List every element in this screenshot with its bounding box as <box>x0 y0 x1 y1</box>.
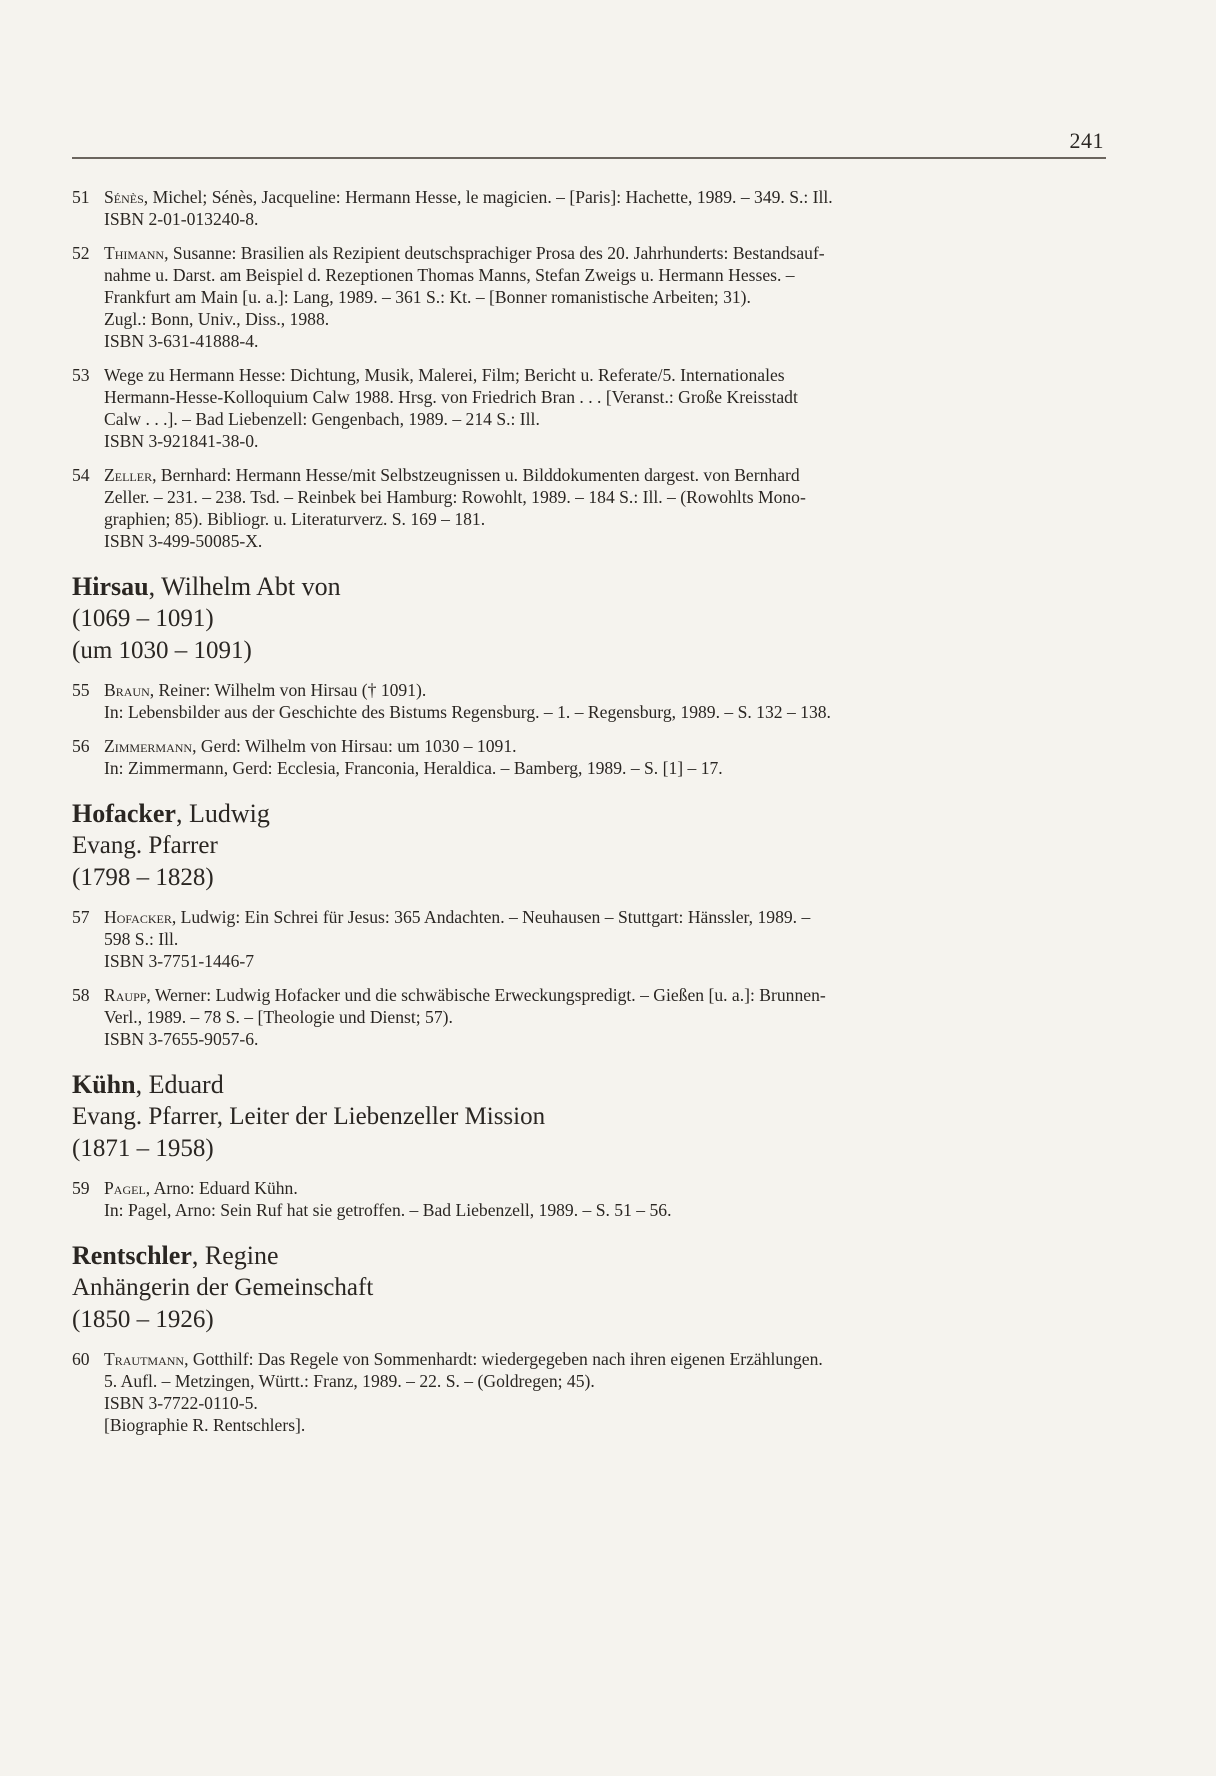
entry-line: ISBN 3-7751-1446-7 <box>104 951 255 971</box>
entry-author: Trautmann <box>104 1349 185 1369</box>
bibliography-entry <box>72 364 1106 452</box>
page-number: 241 <box>1069 128 1104 153</box>
entry-line: ISBN 3-921841-38-0. <box>104 431 259 451</box>
entry-line: Zeller, Bernhard: Hermann Hesse/mit Selbstzeugnissen u. Bilddokumenten dargest. von Bernhard <box>104 465 800 485</box>
entry-line: Hofacker, Ludwig: Ein Schrei für Jesus: 365 Andachten. – Neuhausen – Stuttgart: Hänssler, 1989. – <box>104 907 811 927</box>
person-surname: Rentschler <box>72 1241 192 1270</box>
bibliography-entry <box>72 464 1106 552</box>
entry-author: Pagel <box>104 1178 146 1198</box>
entry-line: Calw . . .]. – Bad Liebenzell: Gengenbach, 1989. – 214 S.: Ill. <box>104 409 540 429</box>
bibliography-entry <box>72 735 1106 779</box>
entry-author: Thimann <box>104 243 165 263</box>
entry-author: Sénès <box>104 187 144 207</box>
entry-number: 54 <box>72 465 90 485</box>
entry-number: 60 <box>72 1349 90 1369</box>
person-detail: (1069 – 1091) <box>72 605 214 632</box>
entry-line: In: Pagel, Arno: Sein Ruf hat sie getroffen. – Bad Liebenzell, 1989. – S. 51 – 56. <box>104 1200 672 1220</box>
person-heading <box>72 797 1106 894</box>
entry-line: Trautmann, Gotthilf: Das Regele von Sommenhardt: wiedergegeben nach ihren eigenen Erzählungen. <box>104 1349 823 1369</box>
person-detail: (1871 – 1958) <box>72 1135 214 1162</box>
person-name: Hofacker, Ludwig <box>72 799 270 828</box>
header-rule <box>72 157 1106 159</box>
entry-number: 56 <box>72 736 90 756</box>
bibliography-entry <box>72 1177 1106 1221</box>
entry-author: Braun <box>104 680 150 700</box>
entry-author: Zimmermann <box>104 736 193 756</box>
entry-line: ISBN 3-7722-0110-5. <box>104 1393 258 1413</box>
entry-line: graphien; 85). Bibliogr. u. Literaturverz. S. 169 – 181. <box>104 509 486 529</box>
entry-number: 52 <box>72 243 90 263</box>
entry-line: Wege zu Hermann Hesse: Dichtung, Musik, Malerei, Film; Bericht u. Referate/5. Internationales <box>104 365 785 385</box>
entry-number: 55 <box>72 680 90 700</box>
bibliography-entry <box>72 242 1106 352</box>
person-detail: (1798 – 1828) <box>72 864 214 891</box>
entry-line: [Biographie R. Rentschlers]. <box>104 1415 306 1435</box>
entry-line: Thimann, Susanne: Brasilien als Rezipient deutschsprachiger Prosa des 20. Jahrhunderts: Bestandsauf- <box>104 243 825 263</box>
entry-line: 5. Aufl. – Metzingen, Württ.: Franz, 1989. – 22. S. – (Goldregen; 45). <box>104 1371 595 1391</box>
entry-author: Zeller <box>104 465 153 485</box>
entry-line: ISBN 2-01-013240-8. <box>104 209 259 229</box>
bibliography-entry <box>72 984 1106 1050</box>
entry-line: 598 S.: Ill. <box>104 929 179 949</box>
bibliography-entry <box>72 1348 1106 1436</box>
person-name: Rentschler, Regine <box>72 1241 279 1270</box>
entry-line: Zugl.: Bonn, Univ., Diss., 1988. <box>104 309 330 329</box>
entry-line: Verl., 1989. – 78 S. – [Theologie und Dienst; 57). <box>104 1007 453 1027</box>
person-surname: Hofacker <box>72 799 176 828</box>
person-heading <box>72 1239 1106 1336</box>
person-surname: Kühn <box>72 1070 136 1099</box>
entry-author: Hofacker <box>104 907 172 927</box>
person-detail: Anhängerin der Gemeinschaft <box>72 1274 374 1301</box>
entry-line: Hermann-Hesse-Kolloquium Calw 1988. Hrsg. von Friedrich Bran . . . [Veranst.: Große Kreisstadt <box>104 387 798 407</box>
person-name: Kühn, Eduard <box>72 1070 224 1099</box>
entry-line: Frankfurt am Main [u. a.]: Lang, 1989. – 361 S.: Kt. – [Bonner romanistische Arbeiten; 31). <box>104 287 751 307</box>
entry-line: In: Lebensbilder aus der Geschichte des Bistums Regensburg. – 1. – Regensburg, 1989. – S. 132 – 138. <box>104 702 831 722</box>
person-surname: Hirsau <box>72 572 149 601</box>
bibliography-entry <box>72 186 1106 230</box>
entry-line: nahme u. Darst. am Beispiel d. Rezeptionen Thomas Manns, Stefan Zweigs u. Hermann Hesses. – <box>104 265 795 285</box>
entry-number: 59 <box>72 1178 90 1198</box>
bibliography-content <box>72 186 1106 1448</box>
entry-line: Zimmermann, Gerd: Wilhelm von Hirsau: um 1030 – 1091. <box>104 736 517 756</box>
entry-line: Sénès, Michel; Sénès, Jacqueline: Hermann Hesse, le magicien. – [Paris]: Hachette, 1989. – 349. S.: Ill. <box>104 187 833 207</box>
entry-line: Raupp, Werner: Ludwig Hofacker und die schwäbische Erweckungspredigt. – Gießen [u. a.]: Brunnen- <box>104 985 826 1005</box>
entry-line: Pagel, Arno: Eduard Kühn. <box>104 1178 298 1198</box>
person-name: Hirsau, Wilhelm Abt von <box>72 572 341 601</box>
person-detail: (1850 – 1926) <box>72 1306 214 1333</box>
entry-number: 58 <box>72 985 90 1005</box>
entry-line: ISBN 3-499-50085-X. <box>104 531 263 551</box>
entry-line: In: Zimmermann, Gerd: Ecclesia, Franconia, Heraldica. – Bamberg, 1989. – S. [1] – 17. <box>104 758 723 778</box>
entry-line: ISBN 3-631-41888-4. <box>104 331 259 351</box>
entry-line: ISBN 3-7655-9057-6. <box>104 1029 259 1049</box>
bibliography-entry <box>72 906 1106 972</box>
person-detail: Evang. Pfarrer, Leiter der Liebenzeller Mission <box>72 1103 546 1130</box>
person-heading <box>72 570 1106 667</box>
person-detail: Evang. Pfarrer <box>72 832 218 859</box>
entry-number: 51 <box>72 187 90 207</box>
person-detail: (um 1030 – 1091) <box>72 637 252 664</box>
entry-number: 53 <box>72 365 90 385</box>
person-heading <box>72 1068 1106 1165</box>
entry-line: Zeller. – 231. – 238. Tsd. – Reinbek bei Hamburg: Rowohlt, 1989. – 184 S.: Ill. – (Rowohlts Mono- <box>104 487 806 507</box>
entry-line: Braun, Reiner: Wilhelm von Hirsau († 1091). <box>104 680 427 700</box>
entry-number: 57 <box>72 907 90 927</box>
bibliography-entry <box>72 679 1106 723</box>
entry-author: Raupp <box>104 985 147 1005</box>
